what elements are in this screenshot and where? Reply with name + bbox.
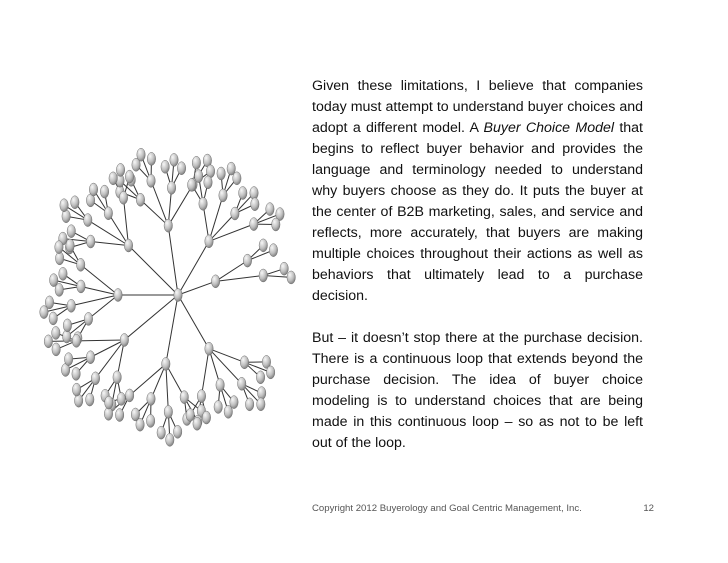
- tree-node: [147, 152, 155, 165]
- tree-node: [224, 405, 232, 418]
- tree-node: [217, 167, 225, 180]
- tree-node: [72, 383, 80, 396]
- tree-node: [162, 357, 170, 370]
- tree-node: [84, 312, 92, 325]
- tree-branch: [166, 295, 178, 364]
- tree-node: [115, 409, 123, 422]
- tree-node: [125, 389, 133, 402]
- tree-node: [55, 241, 63, 254]
- tree-node: [250, 218, 258, 231]
- tree-node: [49, 274, 57, 287]
- tree-node: [193, 417, 201, 430]
- tree-node: [136, 193, 144, 206]
- tree-node: [170, 153, 178, 166]
- tree-branch: [91, 340, 125, 357]
- tree-node: [44, 335, 52, 348]
- tree-node: [199, 197, 207, 210]
- tree-node: [167, 181, 175, 194]
- tree-node: [173, 425, 181, 438]
- tree-node: [216, 379, 224, 392]
- tree-node: [117, 392, 125, 405]
- tree-node: [66, 239, 74, 252]
- tree-node: [166, 433, 174, 446]
- tree-node: [63, 319, 71, 332]
- tree-node: [77, 280, 85, 293]
- tree-node: [45, 296, 53, 309]
- tree-branch: [130, 364, 166, 395]
- tree-node: [113, 371, 121, 384]
- tree-node: [259, 239, 267, 252]
- tree-node: [287, 271, 295, 284]
- tree-branch: [178, 295, 209, 349]
- tree-node: [104, 207, 112, 220]
- tree-node: [272, 218, 280, 231]
- tree-node: [197, 390, 205, 403]
- tree-node: [72, 367, 80, 380]
- tree-node: [137, 148, 145, 161]
- tree-node: [240, 356, 248, 369]
- tree-node: [91, 372, 99, 385]
- tree-node: [87, 235, 95, 248]
- tree-node: [109, 172, 117, 185]
- tree-node: [256, 371, 264, 384]
- tree-node: [164, 405, 172, 418]
- tree-branch: [209, 349, 244, 363]
- paragraph-1: [312, 76, 643, 307]
- copyright-text: Copyright 2012 Buyerology and Goal Centric Management, Inc.: [312, 503, 582, 514]
- tree-node: [177, 162, 185, 175]
- tree-branch: [76, 340, 124, 341]
- tree-node: [239, 186, 247, 199]
- tree-node: [49, 312, 57, 325]
- node-tree-illustration: [0, 0, 300, 563]
- tree-node: [238, 377, 246, 390]
- tree-node: [124, 239, 132, 252]
- tree-node: [180, 391, 188, 404]
- tree-node: [59, 267, 67, 280]
- p1-lead: Given these limitations, I believe that companies today must attempt to understand buyer choices and adopt a different model. A: [312, 78, 643, 136]
- tree-node: [192, 156, 200, 169]
- paragraph-2: But – it doesn’t stop there at the purchase decision. There is a continuous loop that extends beyond the purchase decision. The idea of buyer choice modeling is to understand choices that are being made in this continuous loop – so as not to be left out of the loop.: [312, 330, 643, 451]
- tree-node: [233, 172, 241, 185]
- tree-node: [67, 299, 75, 312]
- tree-node: [186, 408, 194, 421]
- tree-node: [52, 326, 60, 339]
- tree-node: [147, 174, 155, 187]
- tree-node: [146, 414, 154, 427]
- tree-node: [280, 262, 288, 275]
- tree-node: [205, 235, 213, 248]
- tree-node: [76, 258, 84, 271]
- tree-node: [243, 254, 251, 267]
- tree-node: [174, 289, 182, 302]
- tree-node: [86, 393, 94, 406]
- tree-node: [71, 196, 79, 209]
- tree-node: [188, 178, 196, 191]
- tree-branch: [201, 349, 209, 396]
- tree-node: [120, 333, 128, 346]
- tree-node: [204, 176, 212, 189]
- tree-node: [194, 170, 202, 183]
- tree-node: [211, 275, 219, 288]
- tree-node: [67, 225, 75, 238]
- tree-node: [116, 163, 124, 176]
- tree-node: [257, 398, 265, 411]
- tree-node: [60, 199, 68, 212]
- tree-node: [205, 342, 213, 355]
- tree-node: [105, 396, 113, 409]
- tree-node: [266, 203, 274, 216]
- tree-node: [251, 198, 259, 211]
- tree-node: [266, 366, 274, 379]
- tree-branch: [140, 200, 168, 226]
- tree-node: [84, 214, 92, 227]
- tree-node: [219, 189, 227, 202]
- tree-node: [100, 185, 108, 198]
- tree-branch: [166, 364, 169, 412]
- tree-node: [131, 408, 139, 421]
- tree-branch: [209, 224, 254, 241]
- tree-node: [72, 334, 80, 347]
- tree-node: [259, 269, 267, 282]
- tree-branch: [124, 295, 178, 340]
- tree-node: [114, 289, 122, 302]
- tree-node: [119, 191, 127, 204]
- tree-node: [202, 411, 210, 424]
- tree-node: [164, 219, 172, 232]
- tree-branch: [151, 181, 168, 226]
- tree-node: [125, 170, 133, 183]
- tree-node: [147, 392, 155, 405]
- tree-node: [89, 183, 97, 196]
- tree-node: [157, 426, 165, 439]
- tree-node: [52, 343, 60, 356]
- body-text: [312, 76, 643, 475]
- tree-node: [214, 400, 222, 413]
- tree-branch: [178, 281, 216, 295]
- tree-node: [161, 160, 169, 173]
- tree-node: [86, 351, 94, 364]
- tree-branch: [129, 246, 178, 295]
- page-number: 12: [643, 503, 654, 514]
- tree-node: [231, 207, 239, 220]
- tree-node: [245, 398, 253, 411]
- tree-branch: [168, 226, 178, 295]
- tree-node: [269, 244, 277, 257]
- tree-branch: [178, 241, 209, 295]
- tree-node: [64, 353, 72, 366]
- footer: [312, 503, 654, 514]
- buyer-choice-model-term: Buyer Choice Model: [483, 120, 615, 136]
- p1-tail: that begins to reflect buyer behavior and provides the language and terminology needed to understand why buyers choose as they do. It puts the buyer at the center of B2B marketing, sales, and service and reflects, more accurately, that buyers are making multiple choices throughout their actions as well as behaviors that ultimately lead to a purchase decision.: [312, 120, 644, 304]
